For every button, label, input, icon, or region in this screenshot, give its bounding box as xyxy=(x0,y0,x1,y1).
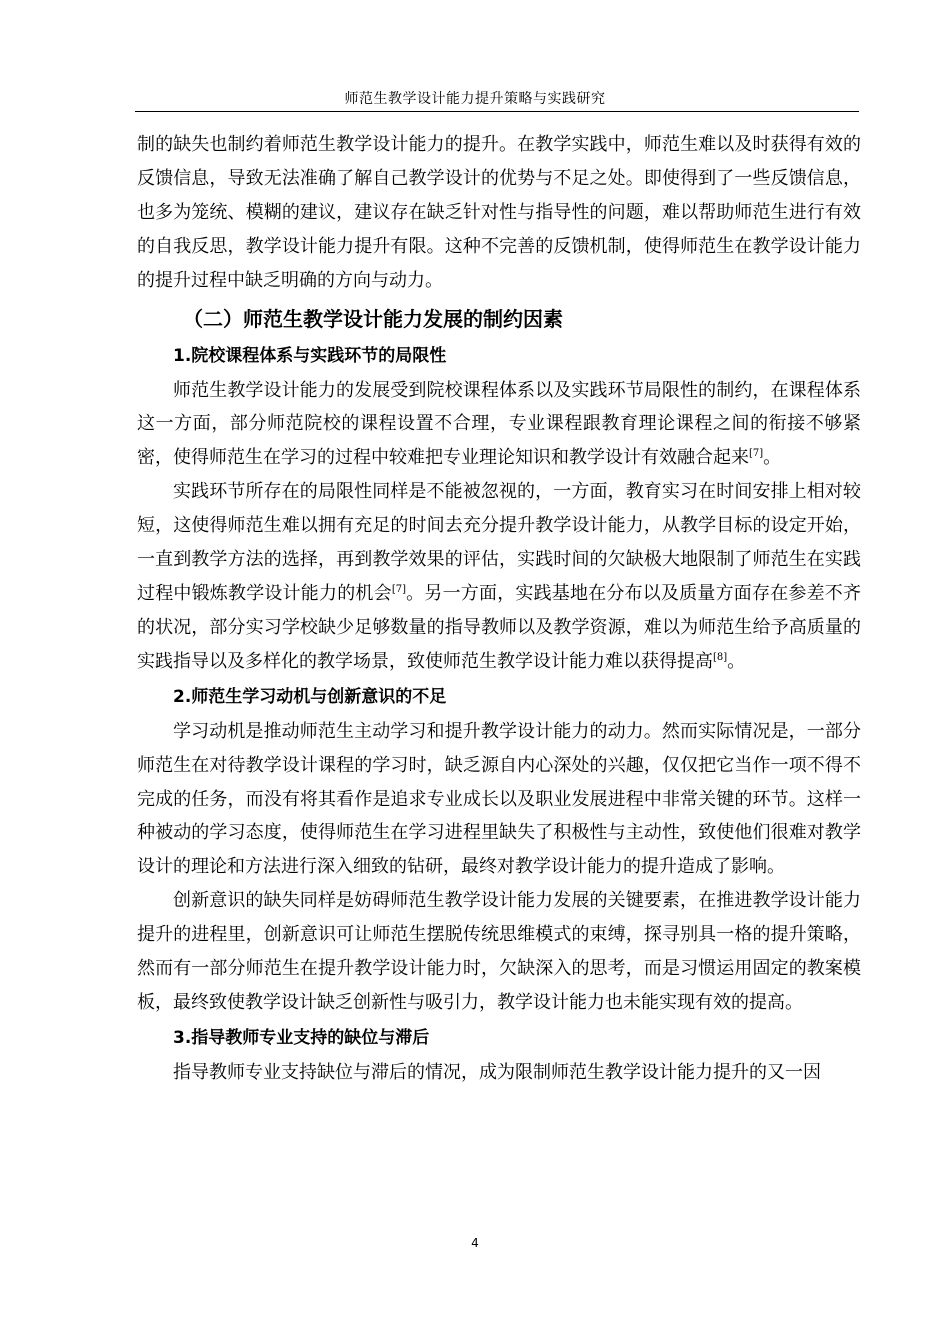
paragraph-practice xyxy=(137,475,861,678)
paragraph-feedback-mechanism: 制的缺失也制约着师范生教学设计能力的提升。在教学实践中，师范生难以及时获得有效的反馈信息，导致无法准确了解自己教学设计的优势与不足之处。即使得到了一些反馈信息，也多为笼统、模糊的建议，建议存在缺乏针对性与指导性的问题，难以帮助师范生进行有效的自我反思，教学设计能力提升有限。这种不完善的反馈机制，使得师范生在教学设计能力的提升过程中缺乏明确的方向与动力。 xyxy=(137,134,861,291)
paragraph-curriculum xyxy=(137,374,861,476)
paragraph-curriculum-end: 。 xyxy=(763,447,782,469)
page-number: 4 xyxy=(471,1236,479,1250)
paragraph-innovation: 创新意识的缺失同样是妨碍师范生教学设计能力发展的关键要素，在推进教学设计能力提升的进程里，创新意识可让师范生摆脱传统思维模式的束缚，探寻别具一格的提升策略，然而有一部分师范生在提升教学设计能力时，欠缺深入的思考，而是习惯运用固定的教案模板，最终致使教学设计缺乏创新性与吸引力，教学设计能力也未能实现有效的提高。 xyxy=(137,890,861,1013)
paragraph-practice-end: 。 xyxy=(727,650,746,672)
subheading-mentor-support: 3.指导教师专业支持的缺位与滞后 xyxy=(173,1027,430,1048)
body-text xyxy=(137,128,861,1090)
paragraph-motivation: 学习动机是推动师范生主动学习和提升教学设计能力的动力。然而实际情况是，一部分师范生在对待教学设计课程的学习时，缺乏源自内心深处的兴趣，仅仅把它当作一项不得不完成的任务，而没有将其看作是追求专业成长以及职业发展进程中非常关键的环节。这样一种被动的学习态度，使得师范生在学习进程里缺失了积极性与主动性，致使他们很难对教学设计的理论和方法进行深入细致的钻研，最终对教学设计能力的提升造成了影响。 xyxy=(137,720,861,878)
citation-ref: [7] xyxy=(391,583,406,595)
citation-ref: [8] xyxy=(713,651,728,663)
paragraph-curriculum-text: 师范生教学设计能力的发展受到院校课程体系以及实践环节局限性的制约，在课程体系这一方面，部分师范院校的课程设置不合理，专业课程跟教育理论课程之间的衔接不够紧密，使得师范生在学习的过程中较难把专业理论知识和教学设计有效融合起来 xyxy=(137,379,861,469)
paragraph-practice-text-b: 。另一方面，实践基地在分布以及质量方面存在参差不齐的状况，部分实习学校缺少足够数量的指导教师以及教学资源，难以为师范生给予高质量的实践指导以及多样化的教学场景，致使师范生教学设计能力难以获得提高 xyxy=(137,582,861,672)
paragraph-mentor-support: 指导教师专业支持缺位与滞后的情况，成为限制师范生教学设计能力提升的又一因 xyxy=(173,1061,821,1083)
subheading-curriculum-limits: 1.院校课程体系与实践环节的局限性 xyxy=(173,345,447,366)
citation-ref: [7] xyxy=(749,448,764,460)
paragraph-practice-text-a: 实践环节所存在的局限性同样是不能被忽视的，一方面，教育实习在时间安排上相对较短，这使得师范生难以拥有充足的时间去充分提升教学设计能力，从教学目标的设定开始，一直到教学方法的选择，再到教学效果的评估，实践时间的欠缺极大地限制了师范生在实践过程中锻炼教学设计能力的机会 xyxy=(137,481,861,604)
header-divider xyxy=(135,111,859,112)
subheading-motivation: 2.师范生学习动机与创新意识的不足 xyxy=(173,686,447,707)
running-header-title: 师范生教学设计能力提升策略与实践研究 xyxy=(344,91,606,107)
section-heading-constraints: （二）师范生教学设计能力发展的制约因素 xyxy=(183,306,563,331)
